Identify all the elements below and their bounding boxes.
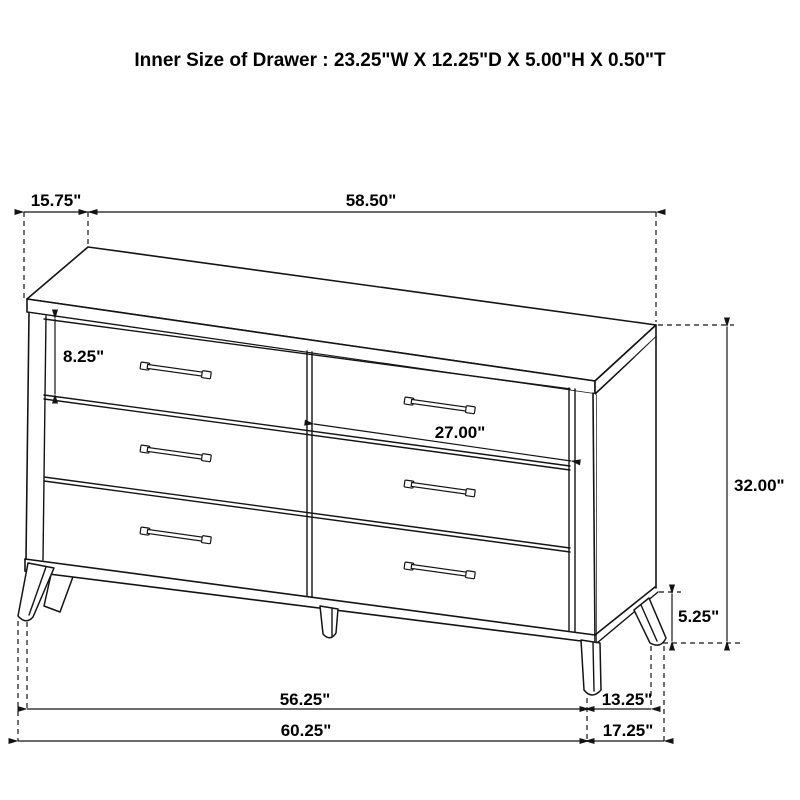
- dim-label-top-depth: 15.75": [30, 191, 82, 210]
- dim-overall-width: [18, 621, 585, 741]
- dim-label-feet-depth-inner: 13.25": [601, 690, 653, 709]
- dim-overall-height: [658, 325, 785, 643]
- front-right-leg: [581, 640, 601, 695]
- dim-label-feet-depth-overall: 17.25": [602, 721, 654, 740]
- front-right-leg-edge: [593, 643, 594, 691]
- dim-label-leg-height: 5.25": [678, 607, 720, 626]
- dim-label-overall-height: 32.00": [734, 476, 785, 495]
- diagram-title: Inner Size of Drawer : 23.25"W X 12.25"D X 5.00"H X 0.50"T: [134, 50, 666, 71]
- center-leg: [320, 606, 338, 638]
- dim-leg-height: [659, 592, 719, 641]
- back-right-leg: [634, 598, 666, 645]
- dim-label-top-width: 58.50": [345, 191, 397, 210]
- dim-label-front-feet-span: 56.25": [279, 690, 331, 709]
- dim-label-drawer-width: 27.00": [434, 423, 486, 442]
- dim-label-drawer-height: 8.25": [63, 347, 105, 366]
- dim-label-overall-width: 60.25": [280, 721, 332, 740]
